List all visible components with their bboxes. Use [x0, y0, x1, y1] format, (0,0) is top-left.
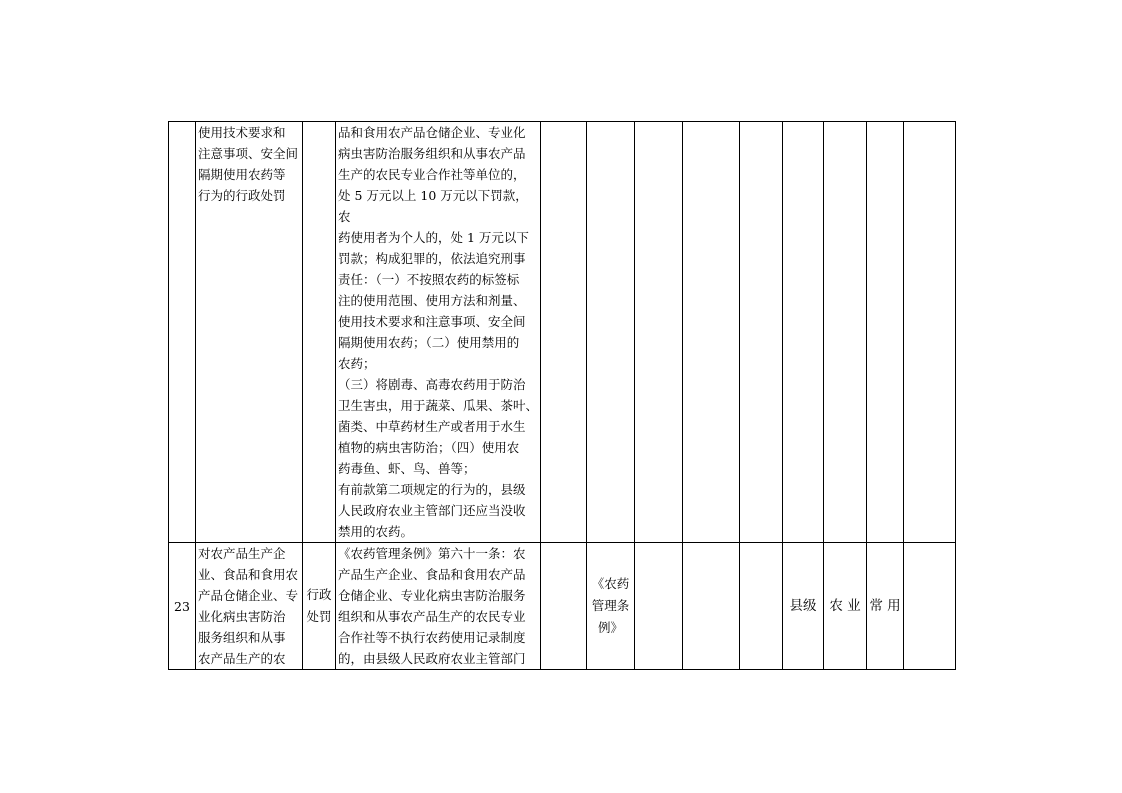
table-row [169, 122, 956, 543]
permission-table [168, 121, 956, 670]
empty-cell [683, 543, 740, 670]
row-number [169, 122, 196, 543]
empty-cell [635, 122, 683, 543]
empty-cell [541, 543, 587, 670]
dept-cell [824, 122, 867, 543]
law-source [587, 122, 635, 543]
level-cell [783, 122, 824, 543]
law-source: 《农药 管理条 例》 [587, 543, 635, 670]
empty-cell [740, 122, 783, 543]
item-kind [303, 122, 336, 543]
empty-cell [740, 543, 783, 670]
empty-cell [904, 122, 956, 543]
table-row [169, 543, 956, 670]
legal-basis: 品和食用农产品仓储企业、专业化 病虫害防治服务组织和从事农产品 生产的农民专业合作社等单位的， 处 5 万元以上 10 万元以下罚款，农 药使用者为个人的，处 1 万元以下 罚款；构成犯罪的，依法追究刑事 责任：（一）不按照农药的标签标 注的使用范围、使用方法和剂量、 使用技术要求和注意事项、安全间 隔期使用农药；（二）使用禁用的 农药； （三）将剧毒、高毒农药用于防治 卫生害虫，用于蔬菜、瓜果、茶叶、 菌类、中草药材生产或者用于水生 植物的病虫害防治；（四）使用农 药毒鱼、虾、鸟、兽等； 有前款第二项规定的行为的，县级 人民政府农业主管部门还应当没收 禁用的农药。 [336, 122, 541, 543]
level-cell: 县级 [783, 543, 824, 670]
item-name: 使用技术要求和 注意事项、安全间 隔期使用农药等 行为的行政处罚 [196, 122, 303, 543]
empty-cell [541, 122, 587, 543]
row-number: 23 [169, 543, 196, 670]
dept-cell: 农 业 [824, 543, 867, 670]
empty-cell [683, 122, 740, 543]
item-name: 对农产品生产企 业、食品和食用农 产品仓储企业、专 业化病虫害防治 服务组织和从事 农产品生产的农 [196, 543, 303, 670]
legal-basis: 《农药管理条例》第六十一条：农 产品生产企业、食品和食用农产品 仓储企业、专业化病虫害防治服务 组织和从事农产品生产的农民专业 合作社等不执行农药使用记录制度 的，由县级人民政府农业主管部门 [336, 543, 541, 670]
item-kind: 行政 处罚 [303, 543, 336, 670]
freq-cell: 常 用 [867, 543, 904, 670]
empty-cell [635, 543, 683, 670]
empty-cell [904, 543, 956, 670]
freq-cell [867, 122, 904, 543]
